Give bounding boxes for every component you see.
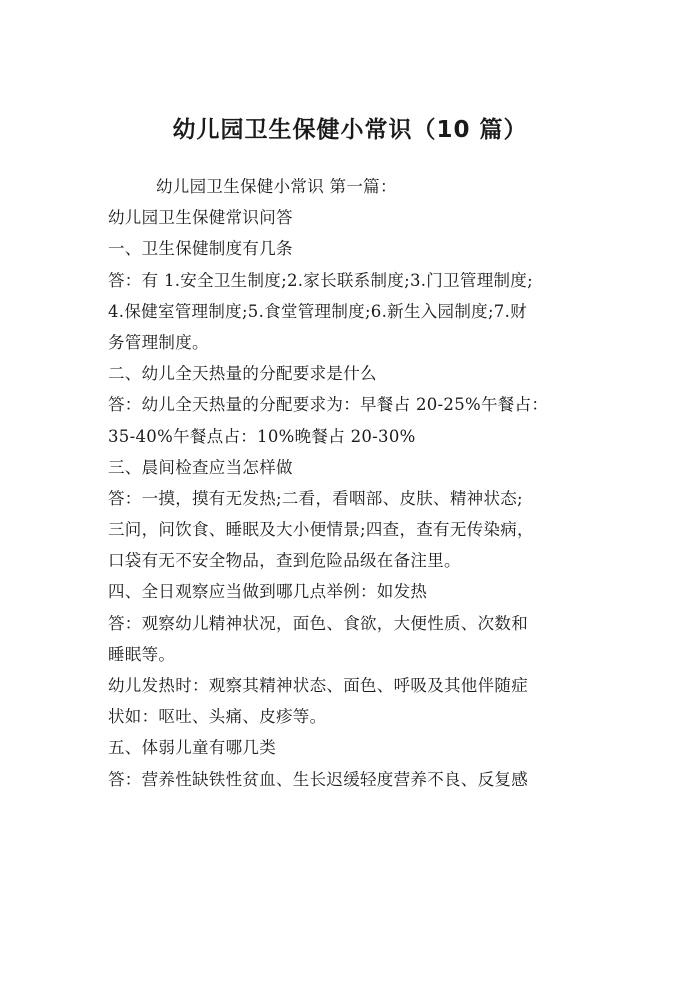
text-line: 务管理制度。 [108, 332, 209, 352]
text-line: 睡眠等。 [108, 644, 176, 664]
question-heading: 二、幼儿全天热量的分配要求是什么 [108, 364, 377, 384]
question-heading: 一、卫生保健制度有几条 [108, 239, 293, 259]
question-heading: 三、晨间检查应当怎样做 [108, 457, 293, 477]
text-line: 口袋有无不安全物品，查到危险品级在备注里。 [108, 551, 461, 571]
text-line: 答：幼儿全天热量的分配要求为：早餐占 20-25%午餐占： [108, 395, 549, 415]
text-line: 状如：呕吐、头痛、皮疹等。 [108, 707, 327, 727]
text-line: 答：一摸，摸有无发热;二看，看咽部、皮肤、精神状态; [108, 488, 523, 508]
question-heading: 五、体弱儿童有哪几类 [108, 738, 276, 758]
question-heading: 四、全日观察应当做到哪几点举例：如发热 [108, 582, 428, 602]
document-body [108, 171, 588, 795]
text-line: 幼儿发热时：观察其精神状态、面色、呼吸及其他伴随症 [108, 676, 528, 695]
text-line: 35-40%午餐点占：10%晚餐占 20-30% [108, 426, 416, 446]
text-line: 幼儿园卫生保健常识问答 [108, 208, 293, 228]
text-line: 4.保健室管理制度;5.食堂管理制度;6.新生入园制度;7.财 [108, 301, 527, 321]
document-title: 幼儿园卫生保健小常识（10 篇） [172, 117, 528, 143]
text-line: 答：观察幼儿精神状况，面色、食欲，大便性质、次数和 [108, 613, 528, 633]
section-heading: 幼儿园卫生保健小常识 第一篇： [156, 177, 397, 196]
text-line: 三问，问饮食、睡眠及大小便情景;四查，查有无传染病， [108, 520, 534, 540]
text-line: 答：营养性缺铁性贫血、生长迟缓轻度营养不良、反复感 [108, 769, 528, 789]
text-line: 答：有 1.安全卫生制度;2.家长联系制度;3.门卫管理制度; [108, 270, 533, 290]
